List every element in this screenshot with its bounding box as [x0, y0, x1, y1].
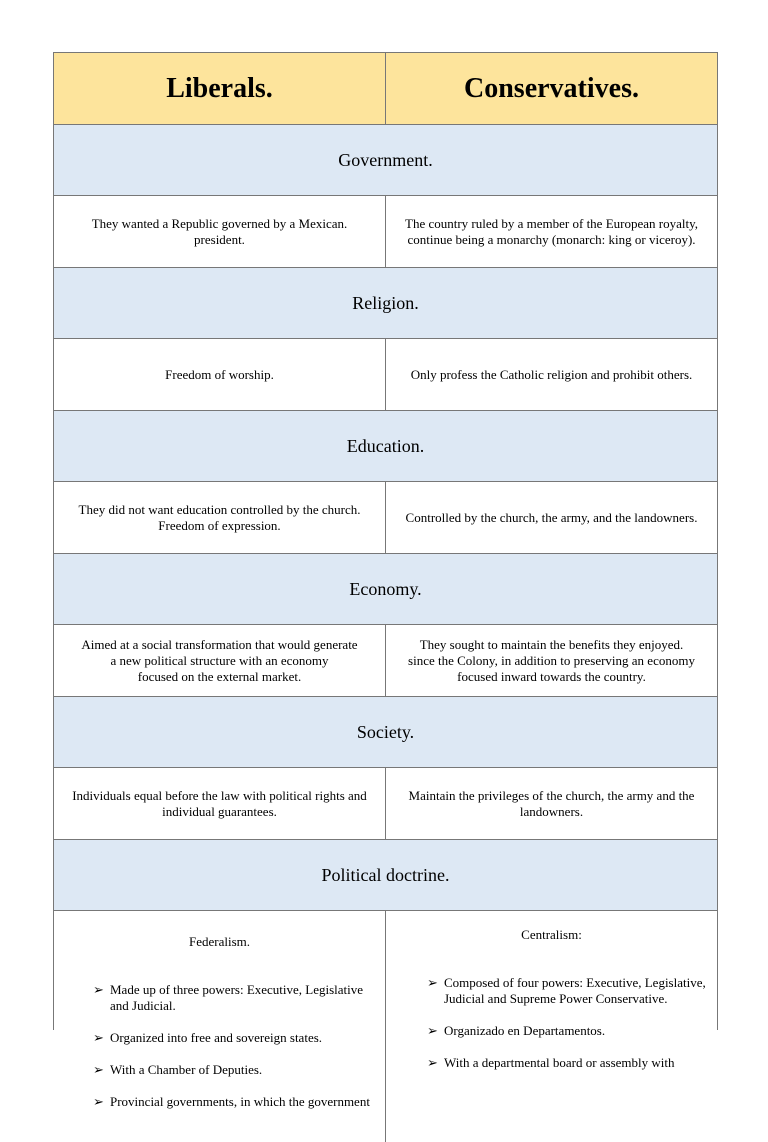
conservatives-education: Controlled by the church, the army, and the landowners.	[405, 509, 698, 525]
header-row	[53, 52, 718, 124]
section-political-doctrine: Political doctrine.	[53, 839, 718, 910]
centralism-heading: Centralism:	[521, 927, 582, 942]
liberals-doctrine-item: ➢ Made up of three powers: Executive, Legislative and Judicial.	[68, 982, 381, 1014]
federalism-heading: Federalism.	[188, 934, 250, 949]
conservatives-doctrine-item: ➢ With a departmental board or assembly with	[400, 1055, 713, 1071]
row-society	[53, 767, 718, 839]
liberals-economy: Aimed at a social transformation that would generate a new political structure with an economy focused on the external market.	[54, 625, 386, 696]
conservatives-economy: They sought to maintain the benefits they enjoyed. since the Colony, in addition to preserving an economy focused inward towards the country.	[408, 636, 695, 684]
section-religion: Religion.	[53, 267, 718, 338]
liberals-education: They did not want education controlled by the church. Freedom of expression.	[54, 482, 386, 553]
row-government	[53, 195, 718, 267]
row-economy	[53, 624, 718, 696]
conservatives-doctrine-item: ➢ Composed of four powers: Executive, Legislative, Judicial and Supreme Power Conservative.	[400, 975, 713, 1007]
header-liberals: Liberals.	[54, 53, 386, 124]
conservatives-doctrine-item: ➢ Organizado en Departamentos.	[400, 1023, 713, 1039]
conservatives-government: The country ruled by a member of the European royalty, continue being a monarchy (monarch: king or viceroy).	[405, 215, 698, 247]
liberals-doctrine-item: ➢ Provincial governments, in which the government	[68, 1094, 381, 1110]
conservatives-society: Maintain the privileges of the church, the army and the landowners.	[408, 787, 695, 819]
row-education	[53, 481, 718, 553]
row-political-doctrine	[53, 910, 718, 1109]
section-education: Education.	[53, 410, 718, 481]
liberals-religion: Freedom of worship.	[54, 339, 386, 410]
liberals-doctrine-item: ➢ Organized into free and sovereign states.	[68, 1030, 381, 1046]
section-economy: Economy.	[53, 553, 718, 624]
conservatives-doctrine	[386, 911, 717, 1103]
section-government: Government.	[53, 124, 718, 195]
liberals-society: Individuals equal before the law with political rights and individual guarantees.	[54, 768, 386, 839]
comparison-table	[53, 52, 718, 1109]
row-religion	[53, 338, 718, 410]
liberals-doctrine-item: ➢ With a Chamber of Deputies.	[68, 1062, 381, 1078]
conservatives-religion: Only profess the Catholic religion and prohibit others.	[410, 366, 693, 382]
liberals-doctrine	[54, 911, 386, 1142]
header-conservatives: Conservatives.	[464, 72, 639, 104]
liberals-government: They wanted a Republic governed by a Mexican. president.	[54, 196, 386, 267]
section-society: Society.	[53, 696, 718, 767]
